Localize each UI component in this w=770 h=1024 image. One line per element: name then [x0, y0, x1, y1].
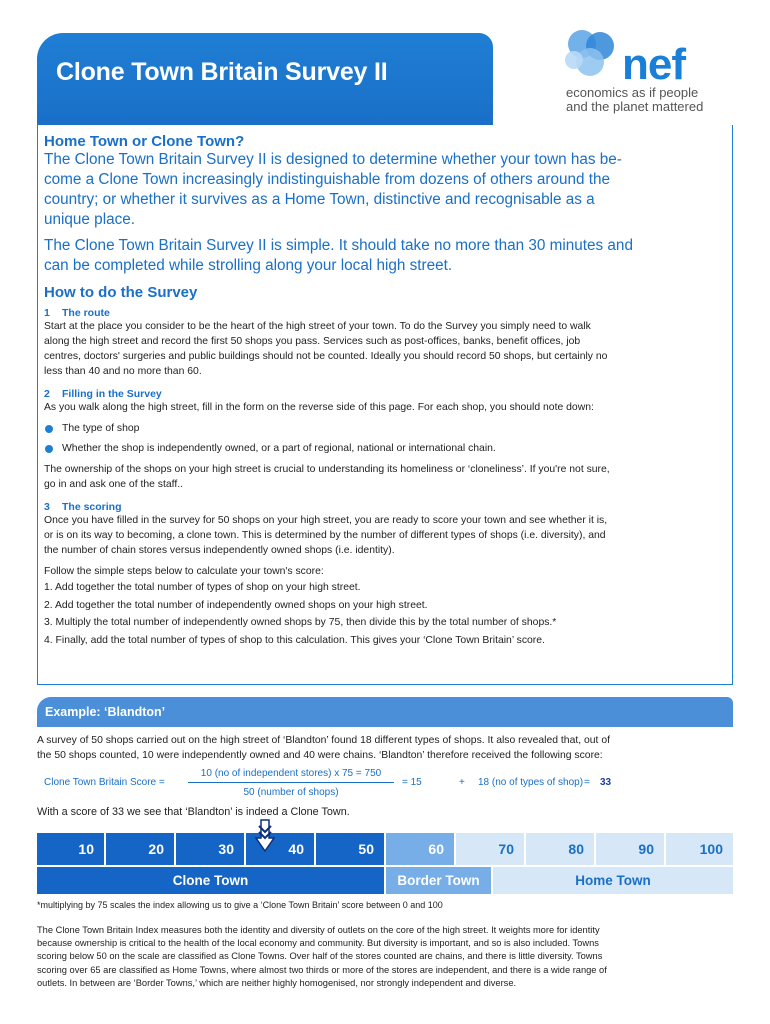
- closing-paragraph: The Clone Town Britain Index measures both the identity and diversity of outlets on the core of the high street. It weights more for identity because ownership is critical to the health of the local economy and community. But diversity is important, and so is also included. Towns scoring below 50 on the scale are classified as Clone Towns. Over half of the stores counted are chains, and there is little diversity. Towns scoring over 65 are classified as Home Towns, where almost two thirds or more of the stores are independent, and there is a wide range of outlets. In between are ‘Border Towns,’ which are neither highly homogenised, nor strongly independent and diverse.: [37, 925, 607, 988]
- formula-types: 18 (no of types of shop): [478, 777, 584, 788]
- scale-tick: 30: [176, 833, 244, 865]
- page-title: Clone Town Britain Survey II: [56, 58, 388, 86]
- score-formula: [44, 768, 734, 802]
- steps-list: [44, 579, 727, 649]
- score-marker-icon: [255, 818, 275, 852]
- logo-word: nef: [622, 40, 685, 89]
- intro-paragraph-2: The Clone Town Britain Survey II is simple. It should take no more than 30 minutes and can be completed while strolling along your local high street.: [44, 237, 633, 274]
- section-filling-after: The ownership of the shops on your high street is crucial to understanding its homeliness or ‘cloneliness’. If you're not sure, go in and ask one of the staff..: [44, 464, 610, 490]
- section-filling-heading: 2 Filling in the Survey: [44, 388, 162, 400]
- how-heading: How to do the Survey: [44, 284, 198, 301]
- footnote: *multiplying by 75 scales the index allowing us to give a ‘Clone Town Britain’ score between 0 and 100: [37, 900, 443, 910]
- bullet-icon: [45, 425, 53, 433]
- list-item: Whether the shop is independently owned, or a part of regional, national or international chain.: [44, 441, 727, 456]
- clone-town-label: Clone Town: [37, 867, 384, 894]
- section-scoring-heading: 3 The scoring: [44, 501, 122, 513]
- scale-tick: 40: [246, 833, 314, 865]
- formula-equals: =: [584, 777, 590, 788]
- formula-final-score: 33: [600, 777, 612, 788]
- scale-tick: 70: [456, 833, 524, 865]
- list-item: 2. Add together the total number of independently owned shops on your high street.: [44, 599, 428, 611]
- intro-heading: Home Town or Clone Town?: [44, 133, 245, 150]
- scale-tick: 80: [526, 833, 594, 865]
- border-town-label: Border Town: [386, 867, 491, 894]
- scale-tick: 10: [37, 833, 104, 865]
- formula-fraction: [188, 768, 394, 798]
- score-scale-labels: [37, 867, 733, 894]
- logo-tagline: economics as if people and the planet mattered: [566, 85, 704, 114]
- steps-intro: Follow the simple steps below to calculate your town's score:: [44, 566, 324, 577]
- survey-content: [44, 131, 727, 649]
- formula-label: Clone Town Britain Score =: [44, 777, 165, 788]
- example-conclusion: With a score of 33 we see that ‘Blandton’ is indeed a Clone Town.: [37, 806, 350, 818]
- intro-paragraph-1: The Clone Town Britain Survey II is designed to determine whether your town has be- come a Clone Town increasingly indistinguishable from dozens of others around the country; or whether it survives as a Home Town, distinctive and recognisable as a unique place.: [44, 151, 622, 228]
- scale-tick: 60: [386, 833, 454, 865]
- nef-logo: [560, 26, 750, 126]
- formula-plus: +: [459, 777, 465, 788]
- example-heading: Example: ‘Blandton’: [45, 705, 166, 719]
- bullet-icon: [45, 445, 53, 453]
- home-town-label: Home Town: [493, 867, 733, 894]
- score-scale: [37, 833, 733, 865]
- example-header: [37, 697, 733, 727]
- formula-result: = 15: [402, 777, 422, 788]
- nef-logo-icon: [560, 26, 630, 86]
- scale-tick: 20: [106, 833, 174, 865]
- formula-numerator: 10 (no of independent stores) x 75 = 750: [200, 768, 382, 779]
- formula-denominator: 50 (number of shops): [243, 787, 339, 798]
- scale-tick: 100: [666, 833, 733, 865]
- section-route-text: Start at the place you consider to be the heart of the high street of your town. To do the Survey you simply need to walk along the high street and record the first 50 shops you pass. Services such as post-offices, banks, benefit offices, job centres, doctors' surgeries and public buildings should not be counted. Ideally you should record 50 shops, but certainly no less than 40 and no more than 60.: [44, 321, 608, 377]
- scale-tick: 90: [596, 833, 664, 865]
- section-scoring-text: Once you have filled in the survey for 50 shops on your high street, you are ready to score your town and see whether it is, or is on its way to becoming, a clone town. This is determined by the number of different types of shops (i.e. diversity), and the number of chain stores versus independently owned shops (i.e. identity).: [44, 515, 608, 556]
- list-item: 4. Finally, add the total number of types of shop to this calculation. This gives your ‘Clone Town Britain’ score.: [44, 634, 545, 646]
- section-filling-intro: As you walk along the high street, fill in the form on the reverse side of this page. For each shop, you should note down:: [44, 402, 594, 413]
- list-item: The type of shop: [44, 421, 727, 436]
- section-route-heading: 1 The route: [44, 307, 110, 319]
- example-text: A survey of 50 shops carried out on the high street of ‘Blandton’ found 18 different types of shops. It also revealed that, out of the 50 shops counted, 10 were independently owned and 40 were chains. ‘Blandton’ therefore received the following score:: [37, 735, 611, 761]
- list-item: 3. Multiply the total number of independently owned shops by 75, then divide this by the total number of shops.*: [44, 617, 557, 628]
- scale-tick: 50: [316, 833, 384, 865]
- list-item: 1. Add together the total number of types of shop on your high street.: [44, 582, 361, 593]
